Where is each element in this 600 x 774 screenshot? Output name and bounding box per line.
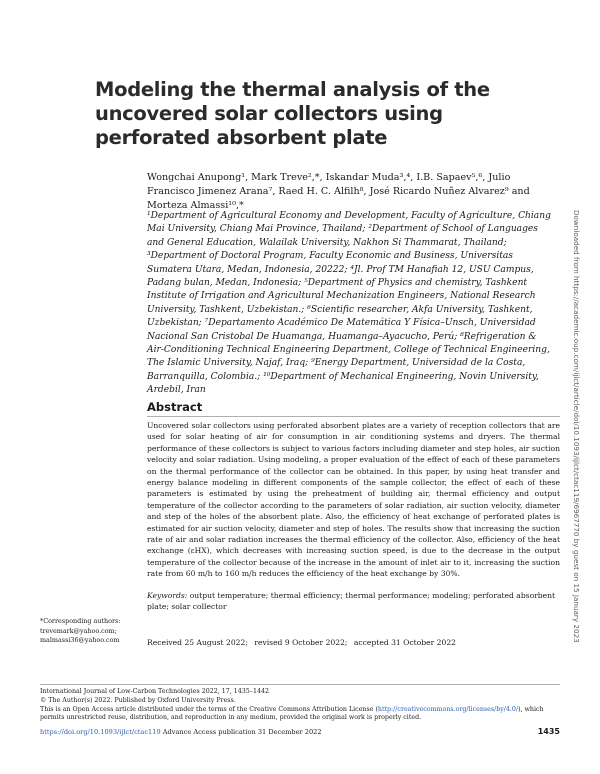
doi-link[interactable]: https://doi.org/10.1093/ijlct/ctac119 [40, 728, 161, 736]
article-title: Modeling the thermal analysis of the uncovered solar collectors using perforated absorbent plate [95, 78, 490, 149]
corresponding-authors [40, 617, 140, 646]
abstract-divider [147, 416, 560, 417]
license-text-pre: This is an Open Access article distributed under the terms of the Creative Commons Attribution License ( [40, 705, 378, 713]
keywords [147, 590, 560, 613]
author-list: Wongchai Anupong¹, Mark Treve²,*, Iskandar Muda³,⁴, I.B. Sapaev⁵,⁶, Julio Francisco Jimenez Arana⁷, Raed H. C. Alfilh⁸, José Ricardo Nuñez Alvarez⁹ and Morteza Almassi¹⁰,* [147, 172, 530, 211]
footer [40, 688, 560, 723]
license-link[interactable]: http://creativecommons.org/licenses/by/4.0/ [377, 705, 519, 713]
corresponding-email-1[interactable]: trevemark@yahoo.com; [40, 626, 117, 635]
article-dates [147, 638, 560, 647]
publication-line [40, 728, 560, 736]
page-number: 1435 [537, 727, 560, 736]
copyright: © The Author(s) 2022. Published by Oxford University Press. [40, 696, 236, 704]
date-revised: revised 9 October 2022; [254, 638, 348, 647]
advance-access: Advance Access publication 31 December 2022 [162, 728, 322, 736]
abstract-heading: Abstract [147, 400, 203, 414]
journal-citation: International Journal of Low-Carbon Technologies 2022, 17, 1435–1442 [40, 688, 269, 695]
keywords-label: Keywords: [147, 591, 188, 600]
date-accepted: accepted 31 October 2022 [353, 638, 457, 647]
corresponding-email-2[interactable]: malmassi36@yahoo.com [40, 636, 120, 645]
keywords-text: output temperature; thermal efficiency; thermal performance; modeling; perforated absorbent plate; solar collector [147, 591, 556, 612]
corresponding-label: *Corresponding authors: [40, 617, 121, 625]
license-text-post: ), which permits unrestricted reuse, distribution, and reproduction in any medium, provided the original work is properly cited. [40, 705, 544, 722]
affiliations: ¹Department of Agricultural Economy and Development, Faculty of Agriculture, Chiang Mai University, Chiang Mai Province, Thailand; ²Department of School of Languages and General Education, Walailak University, Nakhon Si Thammarat, Thailand; ³Department of Doctoral Program, Faculty Economic and Business, Universitas Sumatera Utara, Medan, Indonesia, 20222; ⁴Jl. Prof TM Hanafiah 12, USU Campus, Padang bulan, Medan, Indonesia; ⁵Department of Physics and chemistry, Tashkent Institute of Irrigation and Agricultural Mechanization Engineers, National Research University, Tashkent, Uzbekistan.; ⁶Scientific researcher, Akfa University, Tashkent, Uzbekistan; ⁷Departamento Académico De Matemática Y Física–Unsch, Universidad Nacional San Cristobal De Huamanga, Huamanga–Ayacucho, Perú; ⁸Refrigeration & Air-Conditioning Technical Engineering Department, College of Technical Engineering, The Islamic University, Najaf, Iraq; ⁹Energy Department, Universidad de la Costa, Barranquilla, Colombia.; ¹⁰Department of Mechanical Engineering, Novin University, Ardebil, Iran [147, 211, 551, 396]
footer-divider [40, 684, 560, 685]
abstract-body: Uncovered solar collectors using perforated absorbent plates are a variety of reception collectors that are used for solar heating of air for consumption in air conditioning systems and dryers. The thermal performance of these collectors is subject to various factors including diameter and step holes, air suction velocity and solar radiation. Using modeling, a proper evaluation of the effect of each of these parameters on the thermal performance of the collector can be obtained. In this paper, by using heat transfer and energy balance modeling in different components of the sample collector, the effect of each of these parameters is estimated by using the preheatment of building air, thermal efficiency and output temperature of the collector according to the parameters of solar radiation, air suction velocity, diameter and step of the holes of the absorbent plate. Also, the efficiency of heat exchange of perforated plates is estimated for air suction velocity, diameter and step of holes. The results show that increasing the suction rate of air and solar radiation increases the thermal efficiency of the collector. Also, efficiency of the heat exchange (εHX), which decreases with increasing suction speed, is due to the decrease in the output temperature of the collector because of the increase in the amount of inlet air to it, increasing the suction rate from 60 m/h to 160 m/h reduces the efficiency of the heat exchange by 30%. [147, 421, 560, 579]
date-received: Received 25 August 2022; [147, 638, 248, 647]
download-watermark: Downloaded from https://academic.oup.com/ijlct/article/doi/10.1093/ijlct/ctac119/6967770 by guest on 15 January 2023 [572, 210, 581, 643]
license-notice [40, 706, 560, 724]
